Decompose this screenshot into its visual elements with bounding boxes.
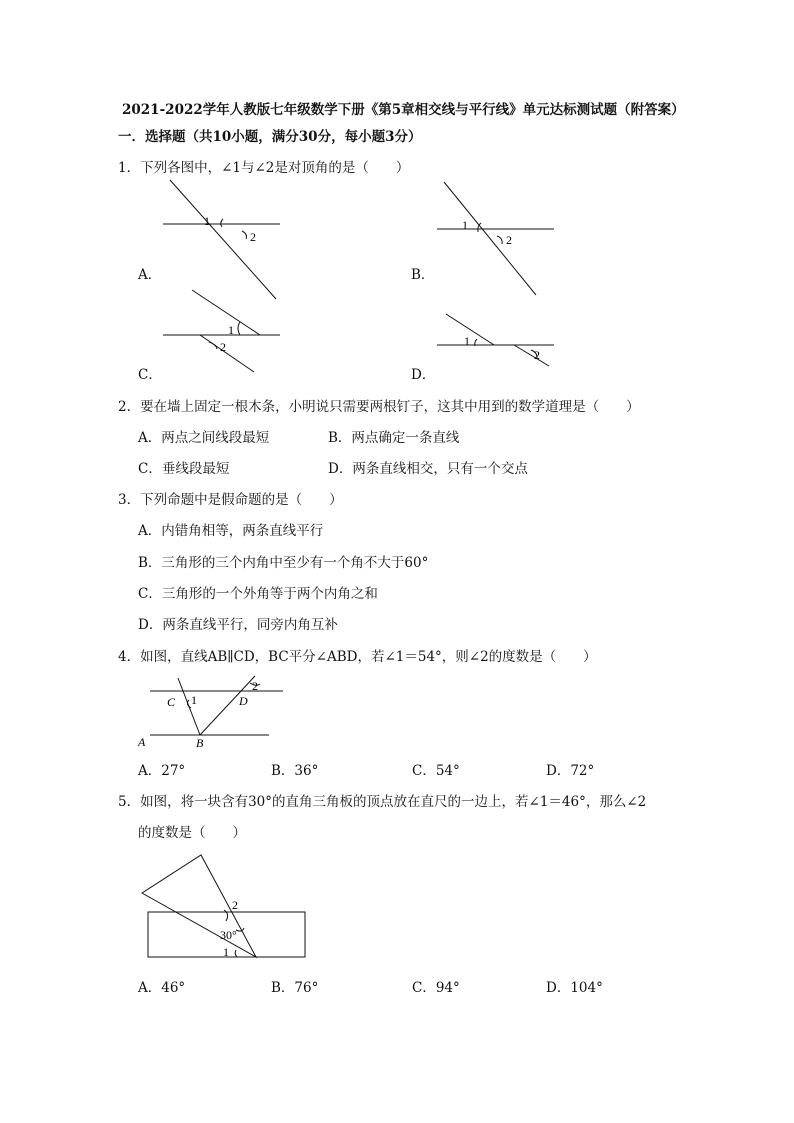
q5-option-c: C．94° bbox=[412, 980, 460, 996]
q5-option-a: A．46° bbox=[138, 980, 186, 996]
q1-option-c-label: C． bbox=[138, 367, 162, 383]
q1-option-a-label: A． bbox=[138, 267, 162, 283]
q3-option-a: A．内错角相等，两条直线平行 bbox=[138, 523, 324, 539]
q3-option-c: C．三角形的一个外角等于两个内角之和 bbox=[138, 586, 378, 602]
q1c-angle2-label: 2 bbox=[220, 340, 226, 354]
q4-figure bbox=[135, 670, 290, 752]
q4-stem: 4．如图，直线AB∥CD，BC平分∠ABD，若∠1＝54°，则∠2的度数是（ ） bbox=[118, 649, 597, 665]
q1a-angle1-label: 1 bbox=[204, 214, 210, 228]
q1c-angle1-label: 1 bbox=[228, 323, 234, 337]
q4-point-a-label: A bbox=[138, 735, 146, 749]
q4-angle2-label: 2 bbox=[252, 679, 258, 693]
q4-point-b-label: B bbox=[196, 736, 204, 750]
q1d-angle2-label: 2 bbox=[534, 348, 540, 362]
q1b-angle1-label: 1 bbox=[462, 218, 468, 232]
q2-option-c: C．垂线段最短 bbox=[138, 461, 230, 477]
q4-option-c: C．54° bbox=[412, 763, 460, 779]
q3-option-d: D．两条直线平行，同旁内角互补 bbox=[138, 617, 338, 633]
q4-angle1-label: 1 bbox=[191, 693, 197, 707]
q4-point-d-label: D bbox=[239, 694, 248, 708]
q1a-angle2-label: 2 bbox=[250, 230, 256, 244]
q1-figure-c bbox=[160, 288, 285, 383]
q5-option-d: D．104° bbox=[546, 980, 603, 996]
q3-option-b: B．三角形的三个内角中至少有一个角不大于60° bbox=[138, 555, 429, 571]
q5-angle1-label: 1 bbox=[223, 945, 229, 959]
q1-stem: 1．下列各图中，∠1与∠2是对顶角的是（ ） bbox=[118, 160, 410, 176]
q5-stem-line2: 的度数是（ ） bbox=[138, 825, 246, 841]
q5-option-b: B．76° bbox=[271, 980, 319, 996]
q3-stem: 3．下列命题中是假命题的是（ ） bbox=[118, 492, 343, 508]
q1-option-b-label: B． bbox=[411, 267, 435, 283]
q1-figure-d bbox=[434, 308, 559, 378]
q5-angle2-label: 2 bbox=[232, 898, 238, 912]
document-title: 2021-2022学年人教版七年级数学下册《第5章相交线与平行线》单元达标测试题（附答案） bbox=[122, 102, 685, 118]
q4-option-d: D．72° bbox=[546, 763, 595, 779]
q2-stem: 2．要在墙上固定一根木条，小明说只需要两根钉子，这其中用到的数学道理是（ ） bbox=[118, 399, 640, 415]
section-heading: 一．选择题（共10小题，满分30分，每小题3分） bbox=[118, 129, 422, 145]
q1-figure-b bbox=[434, 180, 559, 305]
q5-stem-line1: 5．如图，将一块含有30°的直角三角板的顶点放在直尺的一边上，若∠1＝46°，那么∠2 bbox=[118, 794, 647, 810]
q4-option-b: B．36° bbox=[271, 763, 319, 779]
q2-option-d: D．两条直线相交，只有一个交点 bbox=[328, 461, 528, 477]
q5-figure bbox=[138, 852, 313, 964]
q4-option-a: A．27° bbox=[138, 763, 186, 779]
q5-thirty-degree-label: 30° bbox=[220, 928, 237, 942]
q2-option-b: B．两点确定一条直线 bbox=[328, 430, 460, 446]
q1b-angle2-label: 2 bbox=[506, 233, 512, 247]
q1d-angle1-label: 1 bbox=[464, 334, 470, 348]
q4-point-c-label: C bbox=[167, 695, 176, 709]
q2-option-a: A．两点之间线段最短 bbox=[138, 430, 270, 446]
q1-figure-a bbox=[160, 178, 285, 303]
q1-option-d-label: D． bbox=[411, 367, 436, 383]
